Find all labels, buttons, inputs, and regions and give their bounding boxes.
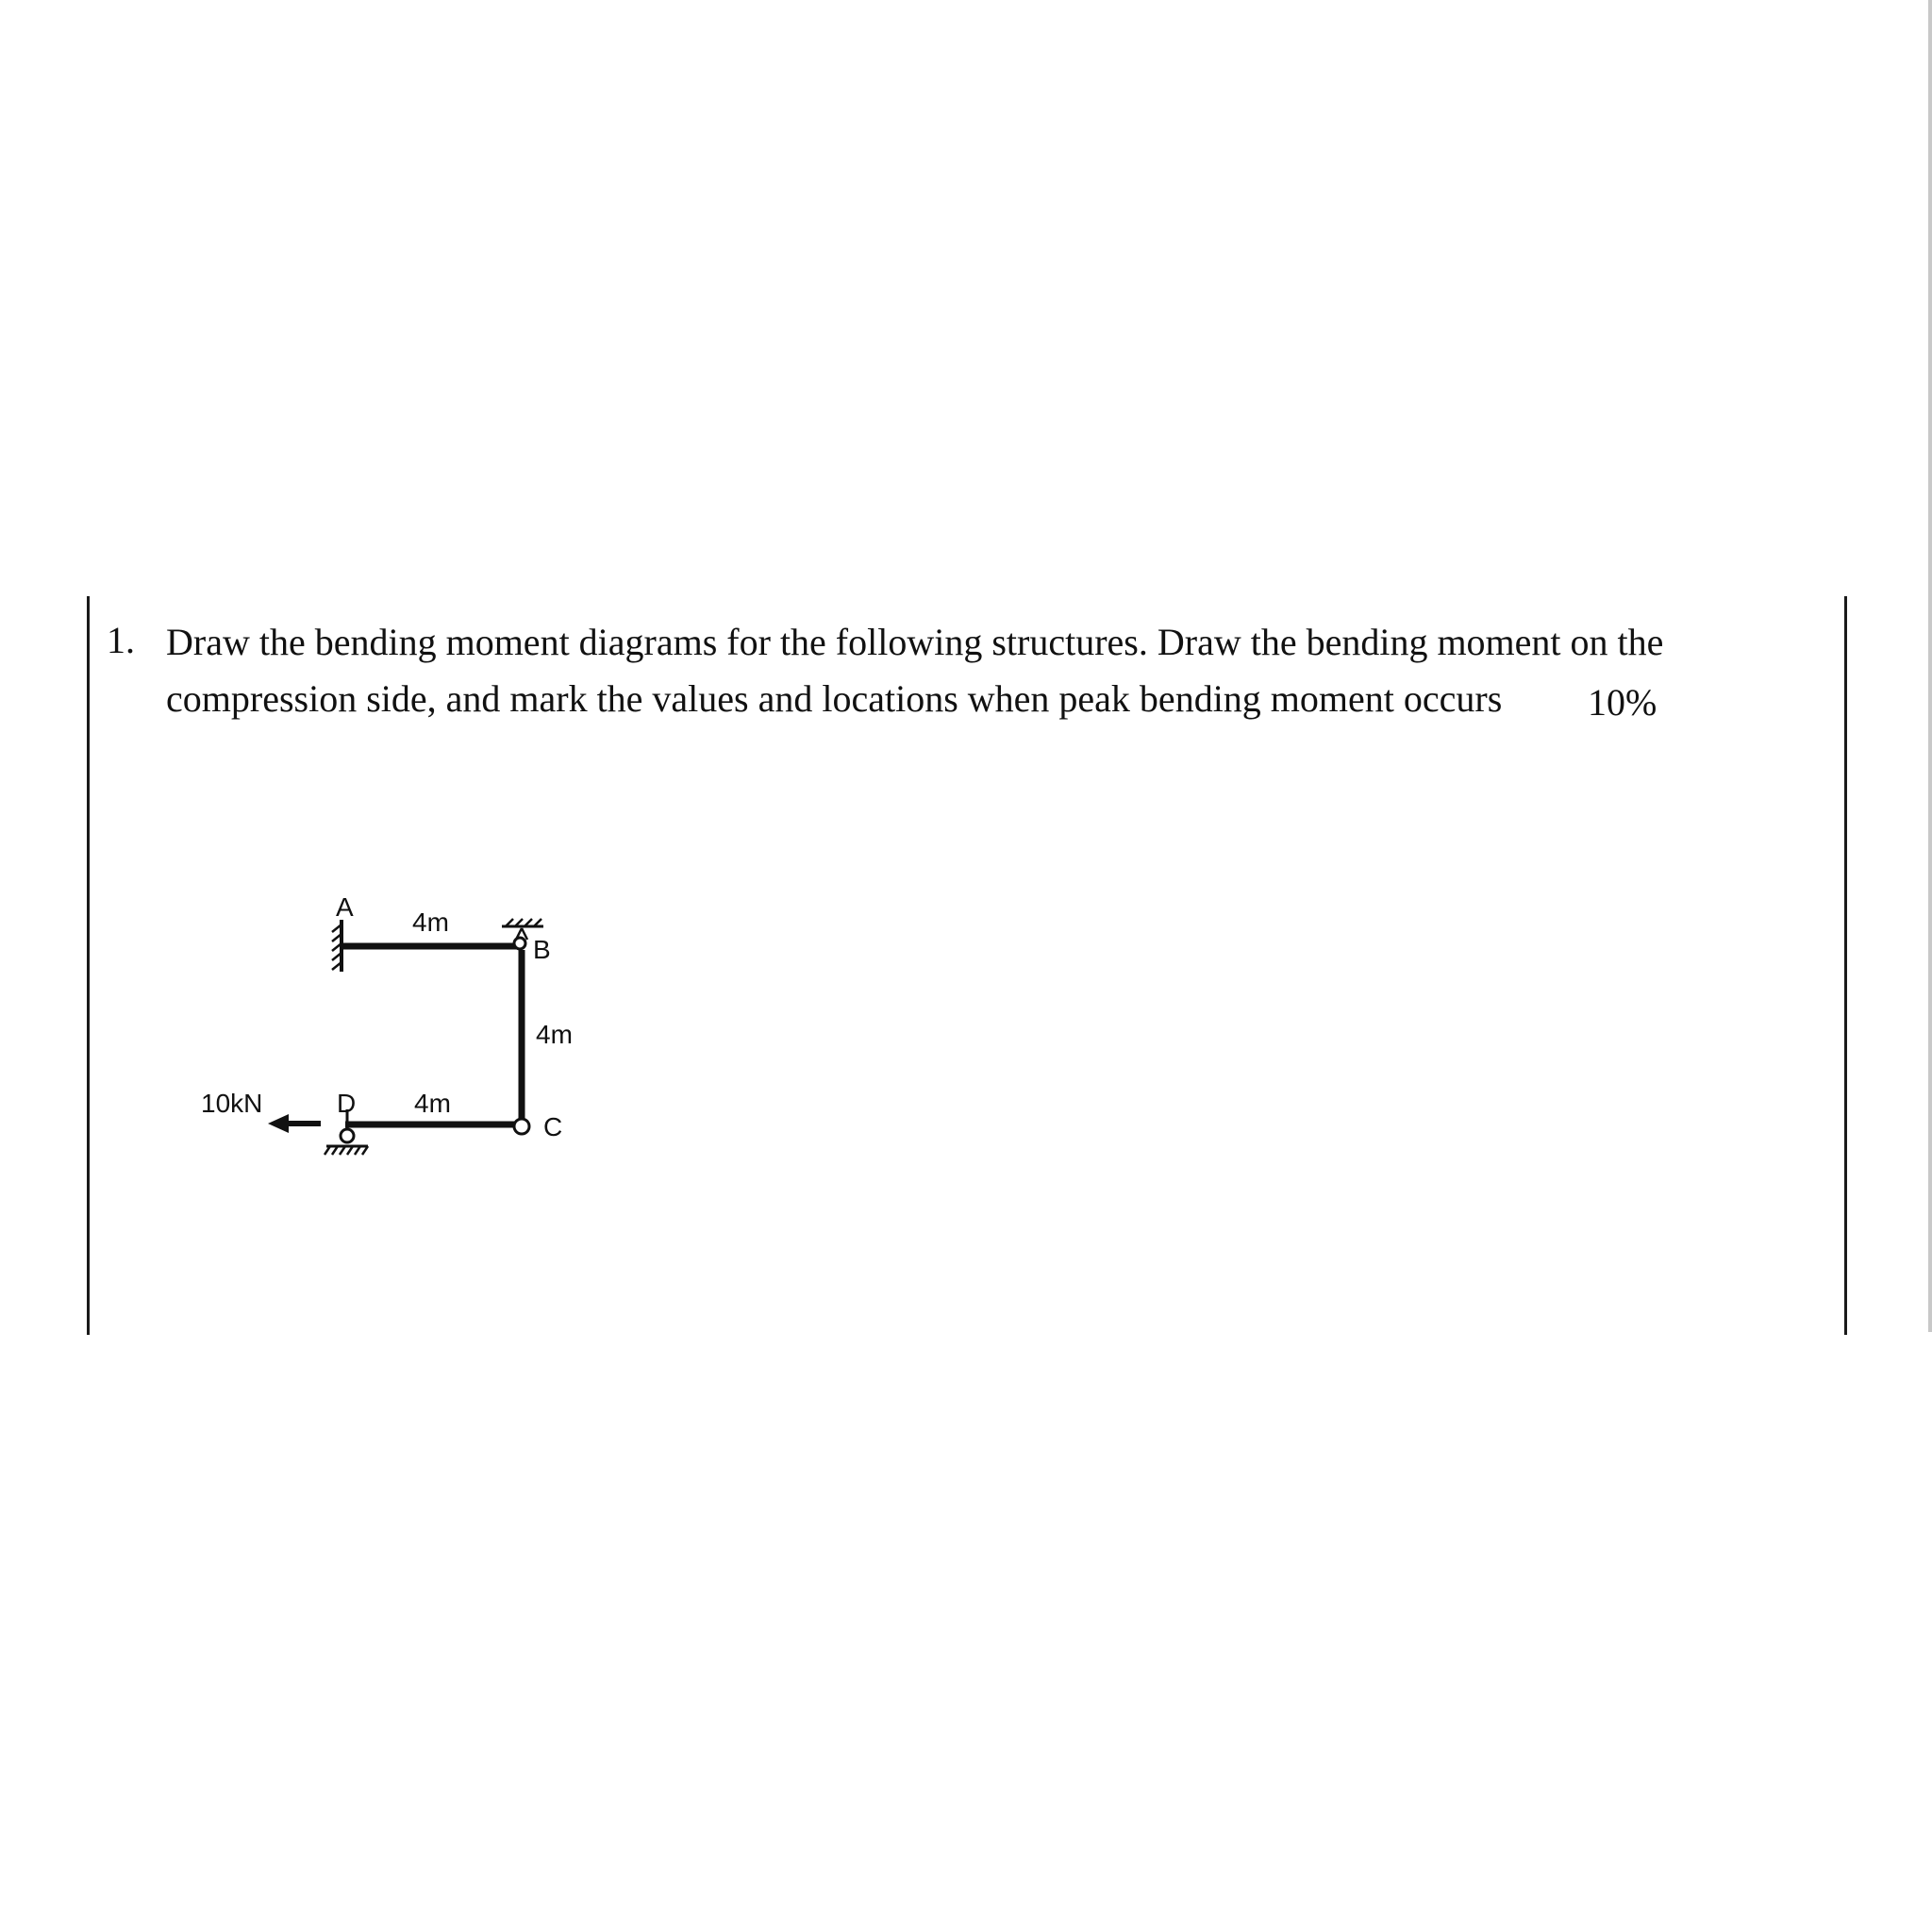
load-arrow (268, 1114, 321, 1133)
question-text-line-2: compression side, and mark the values and locations when peak bending moment occurs (166, 677, 1503, 720)
dimension-label-ab: 4m (412, 908, 449, 937)
hinge-c (514, 1119, 529, 1134)
question-text-line-1: Draw the bending moment diagrams for the following structures. Draw the bending moment on the (166, 621, 1664, 663)
question-number: 1. (107, 619, 135, 661)
node-label-c: C (543, 1112, 563, 1141)
dimension-label-bc: 4m (536, 1020, 573, 1049)
node-label-a: A (336, 892, 354, 922)
fixed-support-a (332, 920, 341, 972)
node-label-d: D (337, 1089, 357, 1118)
dimension-label-dc: 4m (414, 1089, 451, 1118)
question-marks: 10% (1588, 681, 1657, 724)
load-label: 10kN (201, 1089, 263, 1118)
node-label-b: B (533, 935, 551, 964)
